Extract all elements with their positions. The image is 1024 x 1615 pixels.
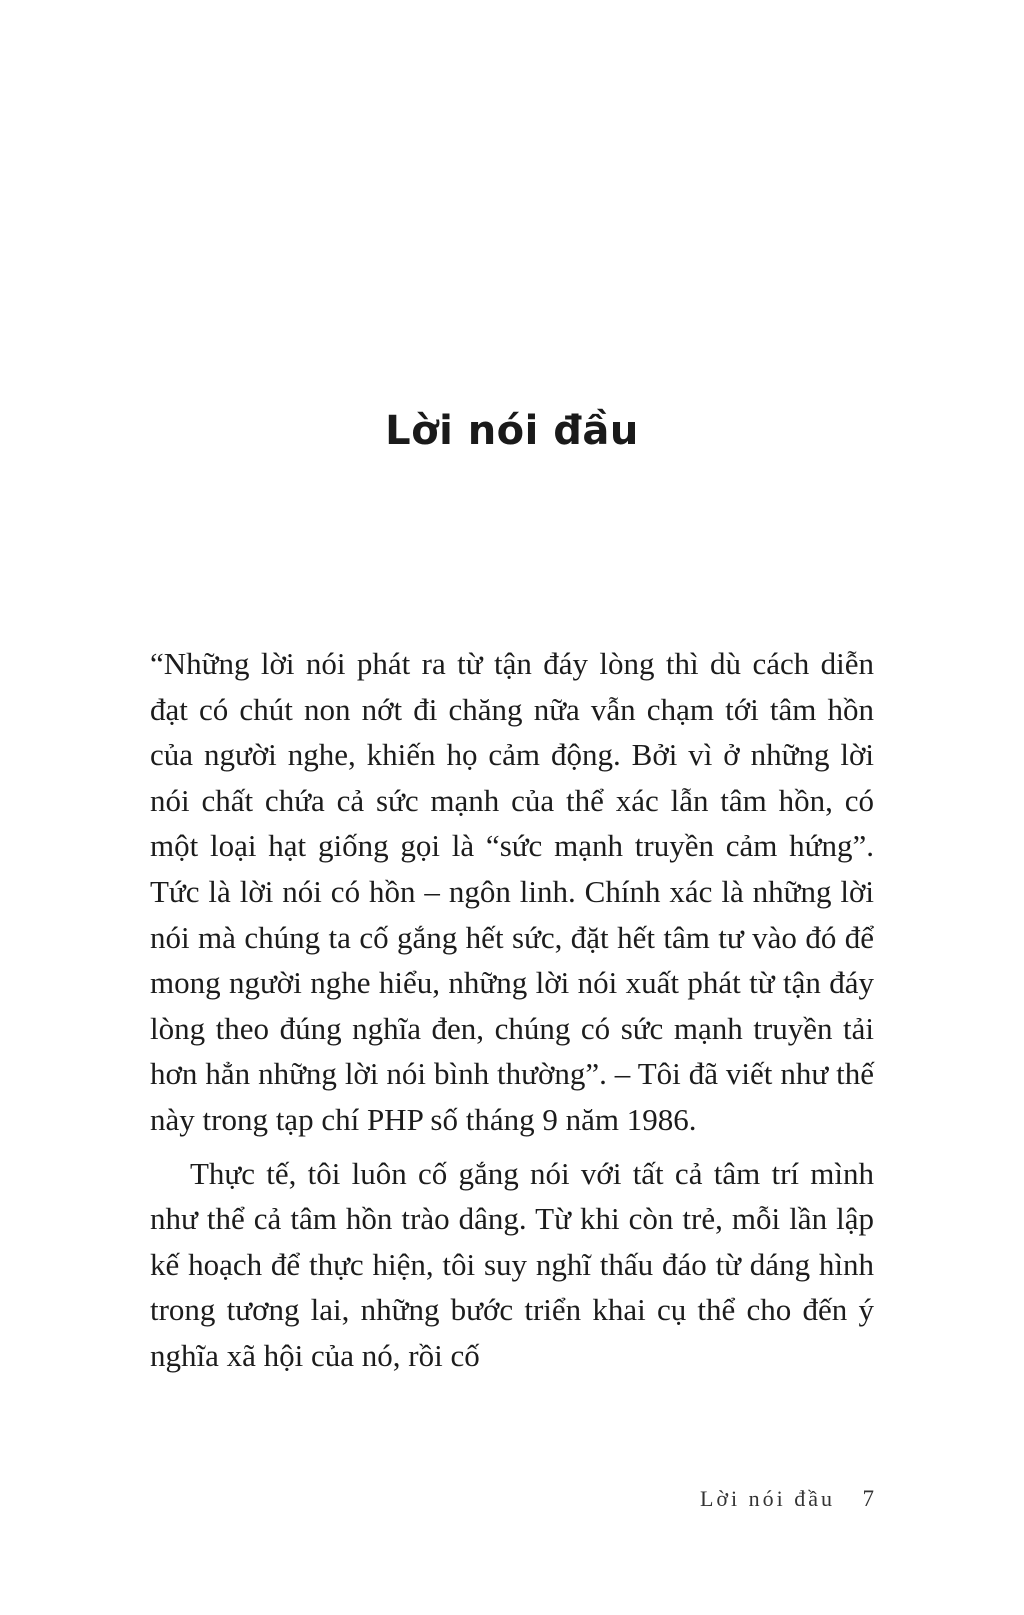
page-number: 7: [862, 1486, 874, 1511]
paragraph-quote: “Những lời nói phát ra từ tận đáy lòng thì dù cách diễn đạt có chút non nớt đi chăng nữa vẫn chạm tới tâm hồn của người nghe, khiến họ cảm động. Bởi vì ở những lời nói chất chứa cả sức mạnh của thể xác lẫn tâm hồn, có một loại hạt giống gọi là “sức mạnh truyền cảm hứng”. Tức là lời nói có hồn – ngôn linh. Chính xác là những lời nói mà chúng ta cố gắng hết sức, đặt hết tâm tư vào đó để mong người nghe hiểu, những lời nói xuất phát từ tận đáy lòng theo đúng nghĩa đen, chúng có sức mạnh truyền tải hơn hẳn những lời nói bình thường”. – Tôi đã viết như thế này trong tạp chí PHP số tháng 9 năm 1986.: [150, 646, 874, 1137]
paragraph-second: Thực tế, tôi luôn cố gắng nói với tất cả tâm trí mình như thể cả tâm hồn trào dâng. Từ khi còn trẻ, mỗi lần lập kế hoạch để thực hiện, tôi suy nghĩ thấu đáo từ dáng hình trong tương lai, những bước triển khai cụ thể cho đến ý nghĩa xã hội của nó, rồi cố: [150, 1155, 874, 1373]
running-title: Lời nói đầu: [699, 1486, 835, 1511]
body-text: [150, 641, 874, 1379]
chapter-title: Lời nói đầu: [385, 408, 639, 454]
page-footer: [700, 1486, 874, 1512]
